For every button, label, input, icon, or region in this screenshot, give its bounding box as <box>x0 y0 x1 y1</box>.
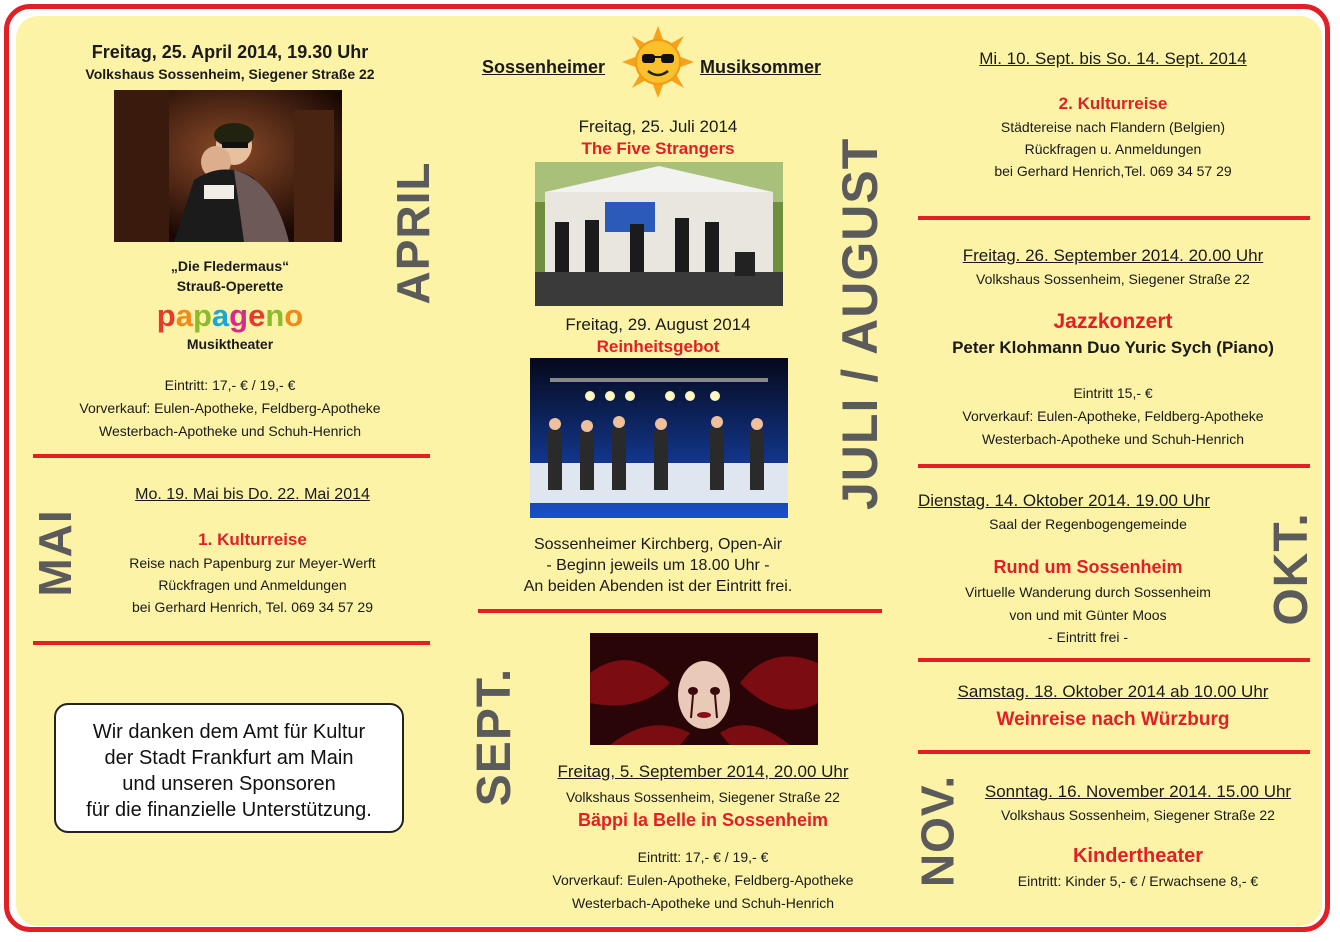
sponsor-box <box>54 703 404 833</box>
juli-date: Freitag, 25. Juli 2014 <box>578 117 738 136</box>
weinreise-title: Weinreise nach Würzburg <box>996 709 1230 730</box>
april-price: Eintritt: 17,- € / 19,- € <box>164 377 296 393</box>
month-label-mai: MAI <box>29 509 81 597</box>
jazz-presale-2: Westerbach-Apotheke und Schuh-Henrich <box>981 431 1244 447</box>
month-label-juli-august: JULI / AUGUST <box>832 137 888 510</box>
april-date: Freitag, 25. April 2014, 19.30 Uhr <box>91 42 369 62</box>
jazz-title: Jazzkonzert <box>1053 310 1173 333</box>
papageno-subtitle: Musiktheater <box>186 336 274 352</box>
mai-title: 1. Kulturreise <box>198 530 307 549</box>
okt-line-3: - Eintritt frei - <box>1047 629 1129 645</box>
divider <box>918 750 1310 754</box>
sept-center-presale-2: Westerbach-Apotheke und Schuh-Henrich <box>571 895 834 911</box>
mai-line-1: Reise nach Papenburg zur Meyer-Werft <box>129 555 376 571</box>
kulturreise-2-line-3: bei Gerhard Henrich,Tel. 069 34 57 29 <box>994 163 1232 179</box>
svg-text:papageno: papageno <box>156 298 304 333</box>
juli-august-start-time: - Beginn jeweils um 18.00 Uhr - <box>546 557 770 574</box>
okt-venue: Saal der Regenbogengemeinde <box>989 516 1187 532</box>
header-title-left: Sossenheimer <box>482 57 606 77</box>
sponsor-line-2: der Stadt Frankfurt am Main <box>104 747 354 769</box>
divider <box>918 216 1310 220</box>
baeppi-title: Bäppi la Belle in Sossenheim <box>577 810 829 830</box>
divider <box>33 454 430 458</box>
nov-price: Eintritt: Kinder 5,- € / Erwachsene 8,- € <box>1017 873 1259 889</box>
april-presale-2: Westerbach-Apotheke und Schuh-Henrich <box>98 423 361 439</box>
month-label-sept: SEPT. <box>468 667 521 807</box>
kulturreise-2-line-1: Städtereise nach Flandern (Belgien) <box>1000 119 1226 135</box>
papageno-logo <box>30 296 430 336</box>
divider <box>918 658 1310 662</box>
jazz-date: Freitag. 26. September 2014. 20.00 Uhr <box>962 246 1264 265</box>
kindertheater-title: Kindertheater <box>1072 845 1204 867</box>
sponsor-line-3: und unseren Sponsoren <box>122 773 336 795</box>
weinreise-date: Samstag. 18. Oktober 2014 ab 10.00 Uhr <box>957 682 1269 701</box>
month-label-april: APRIL <box>387 161 439 305</box>
jazz-price: Eintritt 15,- € <box>1073 385 1153 401</box>
okt-date: Dienstag. 14. Oktober 2014. 19.00 Uhr <box>918 491 1211 510</box>
kulturreise-2-date: Mi. 10. Sept. bis So. 14. Sept. 2014 <box>979 49 1247 68</box>
nov-venue: Volkshaus Sossenheim, Siegener Straße 22 <box>1001 807 1275 823</box>
sept-center-date: Freitag, 5. September 2014, 20.00 Uhr <box>557 762 849 781</box>
divider <box>33 641 430 645</box>
sept-center-price: Eintritt: 17,- € / 19,- € <box>637 849 769 865</box>
fledermaus-title: „Die Fledermaus“ <box>170 258 290 274</box>
month-label-nov: NOV. <box>911 774 964 888</box>
band-reinheitsgebot: Reinheitsgebot <box>596 337 720 356</box>
mai-date: Mo. 19. Mai bis Do. 22. Mai 2014 <box>135 486 370 503</box>
august-date: Freitag, 29. August 2014 <box>565 315 751 334</box>
okt-title: Rund um Sossenheim <box>993 557 1183 577</box>
okt-line-1: Virtuelle Wanderung durch Sossenheim <box>965 584 1211 600</box>
mai-line-3: bei Gerhard Henrich, Tel. 069 34 57 29 <box>131 599 373 615</box>
mai-line-2: Rückfragen und Anmeldungen <box>158 577 347 593</box>
sept-center-presale-1: Vorverkauf: Eulen-Apotheke, Feldberg-Apotheke <box>552 872 854 888</box>
band-five-strangers: The Five Strangers <box>581 139 735 158</box>
juli-august-location: Sossenheimer Kirchberg, Open-Air <box>533 536 783 553</box>
divider <box>478 609 882 613</box>
juli-august-free-entry: An beiden Abenden ist der Eintritt frei. <box>523 578 793 595</box>
nov-date: Sonntag. 16. November 2014. 15.00 Uhr <box>984 782 1292 801</box>
jazz-artists: Peter Klohmann Duo Yuric Sych (Piano) <box>952 338 1274 357</box>
jazz-presale-1: Vorverkauf: Eulen-Apotheke, Feldberg-Apotheke <box>962 408 1264 424</box>
five-strangers-photo <box>535 162 783 306</box>
sponsor-line-4: für die finanzielle Unterstützung. <box>86 799 372 821</box>
reinheitsgebot-photo <box>530 358 788 518</box>
sept-center-venue: Volkshaus Sossenheim, Siegener Straße 22 <box>566 789 840 805</box>
month-label-okt: OKT. <box>1265 512 1318 626</box>
fledermaus-subtitle: Strauß-Operette <box>176 278 284 294</box>
kulturreise-2-title: 2. Kulturreise <box>1058 94 1168 113</box>
sponsor-line-1: Wir danken dem Amt für Kultur <box>92 721 366 743</box>
divider <box>918 464 1310 468</box>
sun-with-sunglasses-icon <box>622 26 694 98</box>
kulturreise-2-line-2: Rückfragen u. Anmeldungen <box>1024 141 1202 157</box>
jazz-venue: Volkshaus Sossenheim, Siegener Straße 22 <box>976 271 1250 287</box>
fledermaus-photo <box>114 90 342 242</box>
april-presale-1: Vorverkauf: Eulen-Apotheke, Feldberg-Apotheke <box>79 400 381 416</box>
header-title-right: Musiksommer <box>700 57 822 77</box>
baeppi-la-belle-photo <box>590 633 818 745</box>
april-venue: Volkshaus Sossenheim, Siegener Straße 22 <box>85 66 375 82</box>
okt-line-2: von und mit Günter Moos <box>1009 607 1167 623</box>
